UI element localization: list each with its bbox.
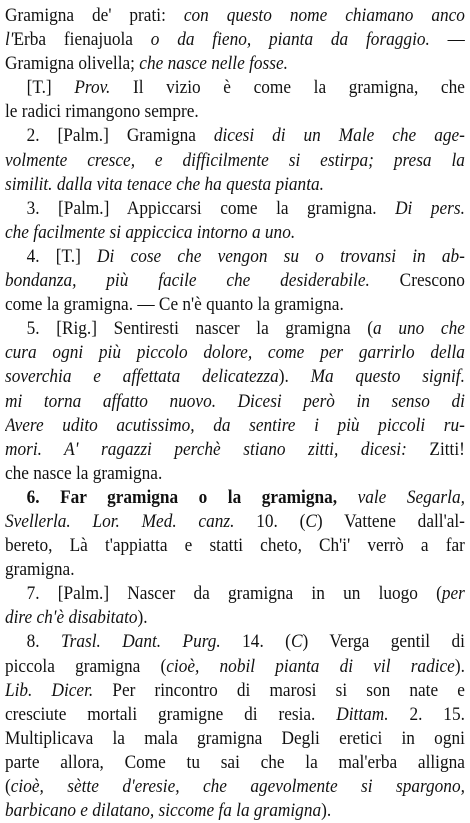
text-segment: bondanza, più facile che desiderabile. [5, 270, 370, 292]
text-line [5, 727, 465, 751]
text-line [5, 438, 465, 462]
text-line [5, 510, 465, 534]
text-segment: 8. [26, 631, 61, 653]
text-segment: bereto, Là t'appiatta e statti cheto, Ch'i' verrò a far [5, 535, 465, 557]
text-line [5, 100, 465, 124]
text-segment: Erba fienajuola [13, 29, 151, 51]
text-segment: per [441, 583, 465, 605]
text-segment: Crescono [369, 270, 465, 292]
text-segment: ). [321, 800, 332, 822]
text-segment: a uno che [373, 318, 465, 340]
text-segment: 2. 15. [388, 703, 465, 725]
text-segment: le radici rimangono sempre. [5, 101, 199, 123]
text-segment: 2. [Palm.] Gramigna [26, 125, 214, 147]
text-segment: ). [454, 655, 465, 677]
text-segment: 14. ( [220, 631, 291, 653]
text-segment: 10. ( [234, 510, 306, 532]
text-line [5, 4, 465, 28]
text-segment: ). [278, 366, 311, 388]
text-line [5, 52, 465, 76]
text-segment: C [290, 631, 303, 653]
text-segment: 5. [Rig.] Sentiresti nascer la gramigna ( [26, 318, 374, 340]
text-line [5, 606, 465, 630]
text-line [5, 173, 465, 197]
text-segment: vale Segarla, [357, 486, 465, 508]
text-segment: 7. [Palm.] Nascer da gramigna in un luogo ( [26, 583, 442, 605]
text-segment: Gramigna de' prati: [5, 5, 184, 26]
text-line [5, 221, 465, 245]
text-segment: similit. dalla vita tenace che ha questa pianta. [5, 173, 324, 195]
text-line [5, 365, 465, 389]
text-segment: ) Vattene dall'al- [316, 510, 465, 532]
text-segment: volmente cresce, e difficilmente si estirpa; presa la [5, 149, 465, 171]
text-segment: cioè, sètte d'eresie, che agevolmente si spargono, [10, 776, 465, 797]
text-segment: Per rincontro di marosi si son nate e [93, 679, 465, 701]
text-segment: ) Verga gentil di [302, 631, 465, 653]
text-segment: soverchia e affettata delicatezza [5, 366, 279, 388]
text-segment: dicesi di un Male che age- [213, 125, 465, 147]
text-line [5, 534, 465, 558]
text-segment: Svellerla. Lor. Med. canz. [5, 510, 235, 532]
text-segment: ). [137, 607, 148, 629]
text-segment: dire ch'è disabitato [5, 607, 138, 629]
text-segment: o da fieno, pianta da foraggio. [150, 29, 430, 51]
text-segment: Zitti! [406, 438, 465, 460]
text-line [5, 582, 465, 606]
text-segment: Ma questo signif. [310, 366, 465, 388]
text-segment: parte allora, Come tu sai che la mal'erba alligna [5, 751, 465, 773]
text-segment: l' [5, 29, 14, 51]
text-segment: ( [5, 776, 11, 797]
text-segment: 3. [Palm.] Appiccarsi come la gramigna. [26, 197, 396, 219]
text-line [5, 462, 465, 486]
text-line [5, 341, 465, 365]
text-line [5, 775, 465, 799]
text-segment: Dittam. [336, 703, 389, 725]
text-line [5, 703, 465, 727]
text-line [5, 655, 465, 679]
text-segment: C [305, 510, 317, 532]
text-segment: Di cose che vengon su o trovansi in ab- [97, 245, 465, 267]
text-line [5, 390, 465, 414]
text-segment: che nasce la gramigna. [5, 462, 163, 484]
text-segment: Il vizio è come la gramigna, che [110, 77, 465, 99]
text-segment: Lib. Dicer. [5, 679, 94, 701]
text-line [5, 245, 465, 269]
text-line [5, 799, 465, 823]
text-line [5, 149, 465, 173]
text-segment: Multiplicava la mala gramigna Degli eretici in ogni [5, 727, 465, 749]
text-segment: Di pers. [395, 197, 465, 219]
text-line [5, 630, 465, 654]
text-line [5, 317, 465, 341]
text-line [5, 486, 465, 510]
text-line [5, 269, 465, 293]
text-line [5, 76, 465, 100]
text-segment: cresciute mortali gramigne di resia. [5, 703, 337, 725]
text-line [5, 751, 465, 775]
text-segment: che nasce nelle fosse. [139, 53, 288, 75]
text-segment: cioè, nobil pianta di vil radice [166, 655, 455, 677]
text-segment: Prov. [74, 77, 111, 99]
text-segment: [T.] [26, 77, 75, 99]
text-segment: mi torna affatto nuovo. Dicesi però in senso di [5, 390, 465, 412]
text-segment: che facilmente si appiccica intorno a uno. [5, 221, 296, 243]
text-line [5, 124, 465, 148]
text-segment: barbicano e dilatano, siccome fa la gramigna [5, 800, 322, 822]
text-segment: piccola gramigna ( [5, 655, 167, 677]
text-segment: Trasl. Dant. Purg. [60, 631, 221, 653]
text-segment: con questo nome chiamano anco [183, 5, 465, 26]
text-segment: Gramigna olivella; [5, 53, 140, 75]
text-segment: come la gramigna. — Ce n'è quanto la gramigna. [5, 294, 344, 316]
text-segment: — [429, 29, 465, 51]
text-line [5, 197, 465, 221]
dictionary-entry [5, 4, 465, 823]
text-line [5, 293, 465, 317]
text-line [5, 414, 465, 438]
text-segment: mori. A' ragazzi perchè stiano zitti, dicesi: [5, 438, 407, 460]
text-segment: cura ogni più piccolo dolore, come per garrirlo della [5, 342, 465, 364]
text-line [5, 28, 465, 52]
text-segment: gramigna. [5, 559, 75, 581]
text-line [5, 558, 465, 582]
text-segment: 6. Far gramigna o la gramigna, [26, 486, 358, 508]
text-segment: 4. [T.] [26, 245, 98, 267]
text-line [5, 679, 465, 703]
text-segment: Avere udito acutissimo, da sentire i più piccoli ru- [5, 414, 465, 436]
